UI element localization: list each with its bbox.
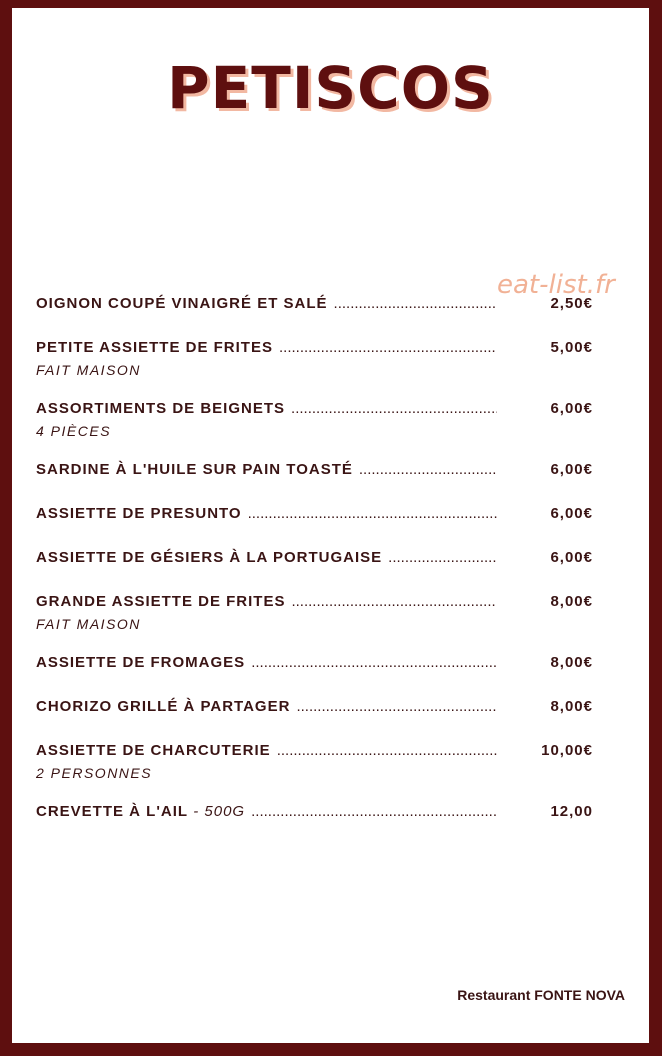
item-note: 2 PERSONNES xyxy=(36,765,153,781)
leader-dots xyxy=(388,549,497,566)
leader-dots xyxy=(334,295,497,312)
menu-item-oignon xyxy=(36,295,593,317)
item-price: 12,00 xyxy=(550,803,593,820)
item-price: 8,00€ xyxy=(550,698,593,715)
menu-item-gesiers xyxy=(36,549,593,571)
item-price: 6,00€ xyxy=(550,400,593,417)
menu-item-fromages xyxy=(36,654,593,676)
leader-dots xyxy=(251,654,497,671)
item-name: ASSIETTE DE CHARCUTERIE xyxy=(36,742,271,759)
item-price: 8,00€ xyxy=(550,593,593,610)
menu-item-petite-frites xyxy=(36,339,593,378)
menu-item-sardine xyxy=(36,461,593,483)
menu-item-grande-frites xyxy=(36,593,593,632)
item-name: GRANDE ASSIETTE DE FRITES xyxy=(36,593,286,610)
menu-item-presunto xyxy=(36,505,593,527)
item-note: FAIT MAISON xyxy=(36,616,141,632)
leader-dots xyxy=(277,742,497,759)
menu-item-beignets xyxy=(36,400,593,439)
item-price: 10,00€ xyxy=(541,742,593,759)
menu-item-crevette xyxy=(36,803,593,825)
menu-items xyxy=(36,295,593,825)
item-inline-note: - 500G xyxy=(188,803,246,820)
item-name: SARDINE À L'HUILE SUR PAIN TOASTÉ xyxy=(36,461,353,478)
item-name: CHORIZO GRILLÉ À PARTAGER xyxy=(36,698,291,715)
leader-dots xyxy=(359,461,497,478)
item-price: 6,00€ xyxy=(550,461,593,478)
restaurant-name: Restaurant FONTE NOVA xyxy=(457,987,625,1003)
item-price: 2,50€ xyxy=(550,295,593,312)
item-name: ASSIETTE DE PRESUNTO xyxy=(36,505,242,522)
item-name: ASSORTIMENTS DE BEIGNETS xyxy=(36,400,286,417)
item-price: 6,00€ xyxy=(550,549,593,566)
watermark: eat-list.fr xyxy=(497,270,615,300)
leader-dots xyxy=(248,505,497,522)
leader-dots xyxy=(291,593,497,610)
item-note: FAIT MAISON xyxy=(36,362,141,378)
menu-item-chorizo xyxy=(36,698,593,720)
item-note: 4 PIÈCES xyxy=(36,423,112,439)
item-name: CREVETTE À L'AIL xyxy=(36,803,189,820)
item-name: ASSIETTE DE FROMAGES xyxy=(36,654,246,671)
menu-card xyxy=(12,8,649,1043)
item-name: ASSIETTE DE GÉSIERS À LA PORTUGAISE xyxy=(36,549,383,566)
leader-dots xyxy=(279,339,497,356)
item-name: PETITE ASSIETTE DE FRITES xyxy=(36,339,273,356)
item-price: 5,00€ xyxy=(550,339,593,356)
menu-title: PETISCOS xyxy=(167,54,494,122)
leader-dots xyxy=(251,803,497,820)
leader-dots xyxy=(296,698,497,715)
menu-item-charcuterie xyxy=(36,742,593,781)
item-price: 8,00€ xyxy=(550,654,593,671)
item-price: 6,00€ xyxy=(550,505,593,522)
leader-dots xyxy=(291,400,497,417)
item-name: OIGNON COUPÉ VINAIGRÉ ET SALÉ xyxy=(36,295,328,312)
